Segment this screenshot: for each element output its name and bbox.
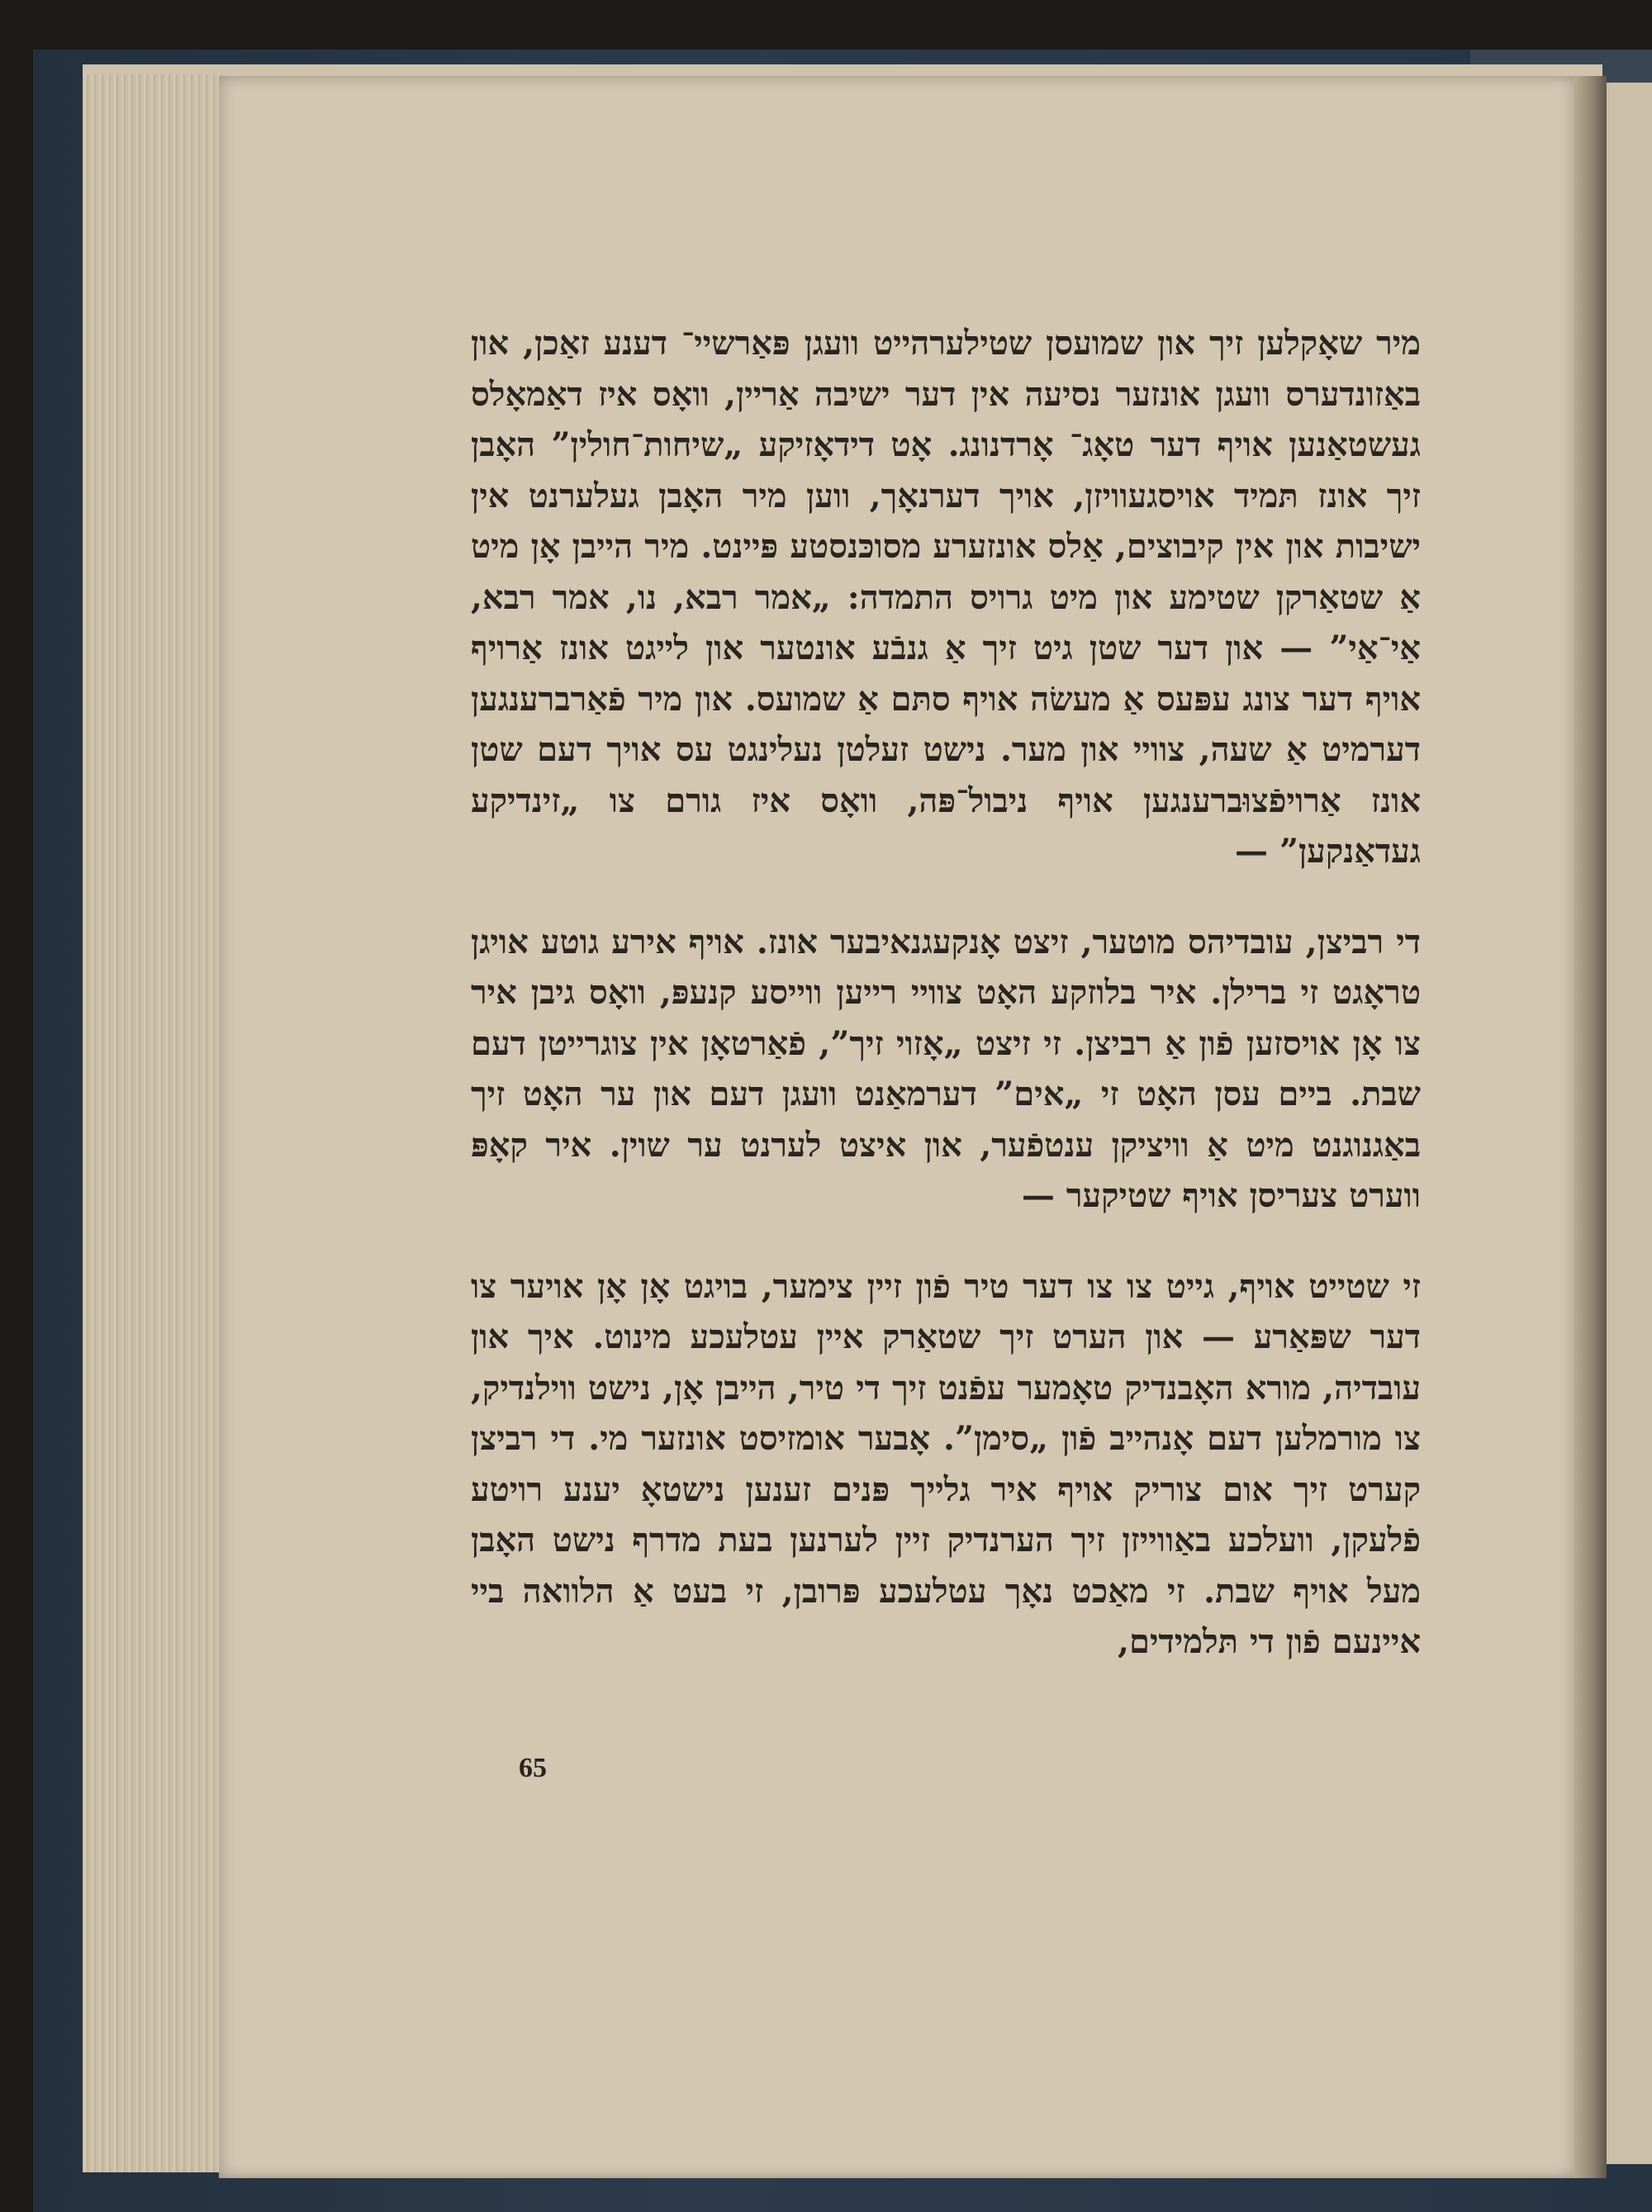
book-gutter xyxy=(1574,76,1607,2178)
body-text xyxy=(471,318,1421,1788)
paragraph-2: די רביצן, עובדיהס מוטער, זיצט אָנקעגנאיבער אונז. אויף אירע גוטע אויגן טראָגט זי ברילן. איר בלוזקע האָט צוויי רייען ווייסע קנעפּ, וואָס גיבן איר צו אָן אויסזען פֿון אַ רביצן. זי זיצט „אָזוי זיך”, פֿאַרטאָן אין צוגרייטן דעם שבת. ביים עסן האָט זי „אים” דערמאַנט וועגן דעם און ער האָט זיך באַגנוגנט מיט אַ וויציקן ענטפֿער, און איצט לערנט ער שוין. איר קאָפּ ווערט צעריסן אויף שטיקער — xyxy=(471,922,1421,1215)
page-number: 65 xyxy=(519,1753,547,1783)
page-stack-edge xyxy=(83,74,223,2172)
paragraph-1: מיר שאָקלען זיך און שמועסן שטילערהייט וועגן פּאַרשיי־ דענע זאַכן, און באַזונדערס וועגן אונזער נסיעה אין דער ישיבה אַריין, וואָס איז דאַמאָלס געשטאַנען אויף דער טאָג־ אָרדנונג. אָט דידאָזיקע „שיחות־חולין” האָבן זיך אונז תּמיד אויסגעוויזן, אויך דערנאָך, ווען מיר האָבן געלערנט אין ישיבות און אין קיבוצים, אַלס אונזערע מסוכּנסטע פּיינט. מיר הייבן אָן מיט אַ שטאַרקן שטימע און מיט גרויס התמדה: „אמר רבא, נו, אמר רבא, אַי־אַי” — און דער שטן גיט זיך אַ גנבֿע אונטער און לייגט אונז אַרויף אויף דער צונג עפּעס אַ מעשׂה אויף סתּם אַ שמועס. און מיר פֿאַרברענגען דערמיט אַ שעה, צוויי און מער. נישט זעלטן נעלינגט עס אויך דעם שטן אונז אַרויפֿצוּברענגען אויף ניבול־פּה, וואָס איז גורם צו „זינדיקע געדאַנקען” — xyxy=(471,324,1421,871)
paragraph-3: זי שטייט אויף, גייט צו צו דער טיר פֿון זיין צימער, בויגט אָן אָן אויער צו דער שפּאַרע — און הערט זיך שטאַרק איין עטלעכע מינוט. איך און עובדיה, מורא האָבנדיק טאָמער עפֿנט זיך די טיר, הייבן אָן, נישט ווילנדיק, צו מורמלען דעם אָנהייב פֿון „סימן”. אָבער אומזיסט אונזער מי. די רביצן קערט זיך אום צוריק אויף איר גלייך פּנים זענען נישטאָ יענע רויטע פֿלעקן, וועלכע באַווייזן זיך הערנדיק זיין לערנען בעת מדרף נישט האָבן מעל אויף שבת. זי מאַכט נאָך עטלעכע פּרובן, זי בעט אַ הלוואה ביי איינעם פֿון די תּלמידים, xyxy=(471,1266,1421,1661)
facing-page-edge xyxy=(1607,83,1652,2164)
